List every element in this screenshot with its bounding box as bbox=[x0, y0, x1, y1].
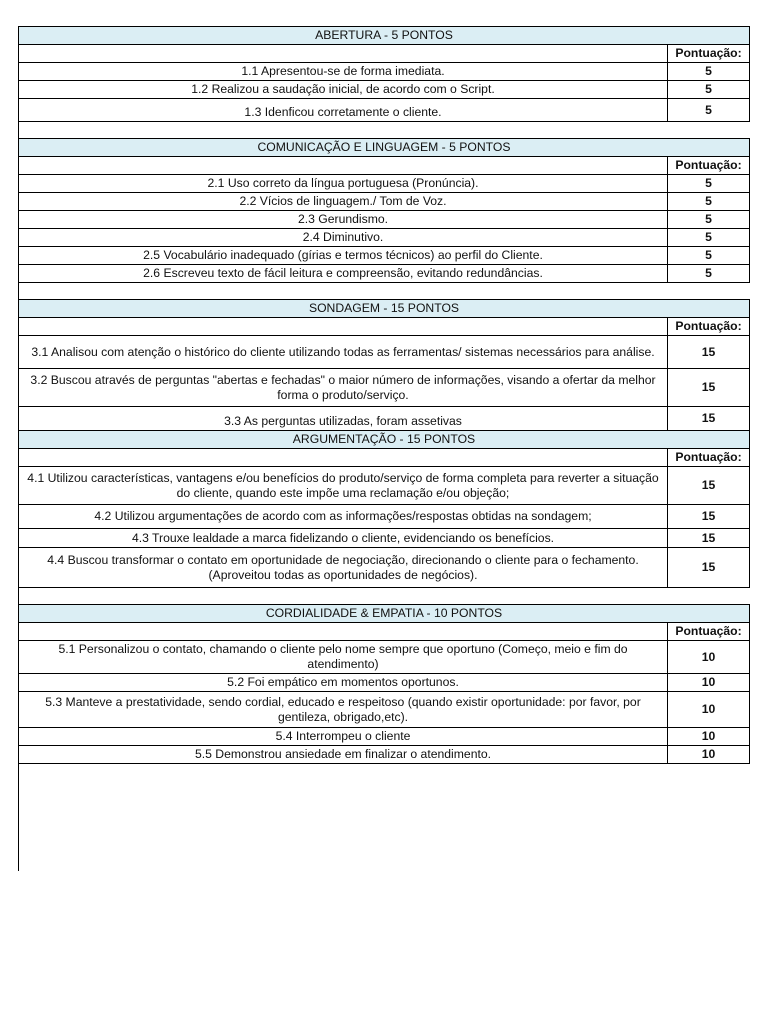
criterion-score: 10 bbox=[668, 728, 750, 746]
criterion-text: 2.5 Vocabulário inadequado (gírias e termos técnicos) ao perfil do Cliente. bbox=[19, 247, 668, 265]
criterion-score: 10 bbox=[668, 641, 750, 674]
table-row bbox=[19, 641, 750, 674]
criterion-text: 5.2 Foi empático em momentos oportunos. bbox=[19, 674, 668, 692]
criterion-score: 5 bbox=[668, 193, 750, 211]
criterion-text: 2.2 Vícios de linguagem./ Tom de Voz. bbox=[19, 193, 668, 211]
table-row bbox=[19, 746, 750, 764]
table-row bbox=[19, 467, 750, 505]
section-header bbox=[19, 27, 750, 45]
criterion-score: 5 bbox=[668, 211, 750, 229]
section-header bbox=[19, 300, 750, 318]
criterion-score: 15 bbox=[668, 369, 750, 407]
criterion-score: 15 bbox=[668, 505, 750, 529]
criterion-score: 5 bbox=[668, 81, 750, 99]
score-column-header-row bbox=[19, 45, 750, 63]
table-row bbox=[19, 247, 750, 265]
table-row bbox=[19, 548, 750, 588]
criterion-score: 5 bbox=[668, 99, 750, 122]
criterion-text: 4.1 Utilizou características, vantagens e/ou benefícios do produto/serviço de forma completa para reverter a situação do cliente, quando este impõe uma reclamação e/ou objeção; bbox=[19, 467, 668, 505]
table-row bbox=[19, 728, 750, 746]
criterion-text: 4.2 Utilizou argumentações de acordo com as informações/respostas obtidas na sondagem; bbox=[19, 505, 668, 529]
table-row bbox=[19, 407, 750, 431]
table-row bbox=[19, 674, 750, 692]
criterion-text: 3.2 Buscou através de perguntas "abertas e fechadas" o maior número de informações, visando a ofertar da melhor forma o produto/serviço. bbox=[19, 369, 668, 407]
criterion-text: 2.1 Uso correto da língua portuguesa (Pronúncia). bbox=[19, 175, 668, 193]
criterion-score: 15 bbox=[668, 467, 750, 505]
section-title: COMUNICAÇÃO E LINGUAGEM - 5 PONTOS bbox=[19, 139, 750, 157]
section-title: ARGUMENTAÇÃO - 15 PONTOS bbox=[19, 431, 750, 449]
criterion-score: 15 bbox=[668, 407, 750, 431]
criterion-text: 1.1 Apresentou-se de forma imediata. bbox=[19, 63, 668, 81]
table-row bbox=[19, 193, 750, 211]
criterion-text: 2.4 Diminutivo. bbox=[19, 229, 668, 247]
score-column-header: Pontuação: bbox=[668, 449, 750, 467]
table-row bbox=[19, 63, 750, 81]
criterion-score: 10 bbox=[668, 674, 750, 692]
score-column-header: Pontuação: bbox=[668, 45, 750, 63]
section-header bbox=[19, 605, 750, 623]
criterion-score: 5 bbox=[668, 63, 750, 81]
table-row bbox=[19, 369, 750, 407]
criterion-text: 5.5 Demonstrou ansiedade em finalizar o atendimento. bbox=[19, 746, 668, 764]
table-row bbox=[19, 505, 750, 529]
criterion-text: 4.4 Buscou transformar o contato em oportunidade de negociação, direcionando o cliente para o fechamento. (Aproveitou todas as oportunidades de negócios). bbox=[19, 548, 668, 588]
criterion-text: 4.3 Trouxe lealdade a marca fidelizando o cliente, evidenciando os benefícios. bbox=[19, 529, 668, 548]
criterion-score: 10 bbox=[668, 746, 750, 764]
criterion-score: 5 bbox=[668, 247, 750, 265]
score-column-header-row bbox=[19, 318, 750, 336]
criterion-text: 3.1 Analisou com atenção o histórico do cliente utilizando todas as ferramentas/ sistemas necessários para análise. bbox=[19, 336, 668, 369]
score-column-header: Pontuação: bbox=[668, 318, 750, 336]
score-column-header-row bbox=[19, 623, 750, 641]
criterion-text: 5.4 Interrompeu o cliente bbox=[19, 728, 668, 746]
criterion-text: 1.2 Realizou a saudação inicial, de acordo com o Script. bbox=[19, 81, 668, 99]
score-column-header-row bbox=[19, 157, 750, 175]
score-column-header-row bbox=[19, 449, 750, 467]
criterion-score: 5 bbox=[668, 175, 750, 193]
criterion-text: 5.3 Manteve a prestatividade, sendo cordial, educado e respeitoso (quando existir oportunidade: por favor, por gentileza, obrigado,etc). bbox=[19, 692, 668, 728]
criterion-score: 5 bbox=[668, 229, 750, 247]
table-row bbox=[19, 529, 750, 548]
table-row bbox=[19, 229, 750, 247]
table-row bbox=[19, 99, 750, 122]
score-column-header: Pontuação: bbox=[668, 157, 750, 175]
table-row bbox=[19, 211, 750, 229]
section-title: ABERTURA - 5 PONTOS bbox=[19, 27, 750, 45]
evaluation-table bbox=[18, 26, 750, 764]
section-title: SONDAGEM - 15 PONTOS bbox=[19, 300, 750, 318]
criterion-text: 3.3 As perguntas utilizadas, foram assetivas bbox=[19, 407, 668, 431]
criterion-text: 5.1 Personalizou o contato, chamando o cliente pelo nome sempre que oportuno (Começo, meio e fim do atendimento) bbox=[19, 641, 668, 674]
criterion-text: 1.3 Idenficou corretamente o cliente. bbox=[19, 99, 668, 122]
criterion-score: 15 bbox=[668, 529, 750, 548]
section-title: CORDIALIDADE & EMPATIA - 10 PONTOS bbox=[19, 605, 750, 623]
table-row bbox=[19, 175, 750, 193]
table-row bbox=[19, 692, 750, 728]
score-column-header: Pontuação: bbox=[668, 623, 750, 641]
criterion-score: 15 bbox=[668, 548, 750, 588]
criterion-score: 10 bbox=[668, 692, 750, 728]
criterion-score: 15 bbox=[668, 336, 750, 369]
evaluation-sheet bbox=[18, 26, 750, 764]
criterion-score: 5 bbox=[668, 265, 750, 283]
section-header bbox=[19, 431, 750, 449]
table-row bbox=[19, 81, 750, 99]
section-header bbox=[19, 139, 750, 157]
criterion-text: 2.6 Escreveu texto de fácil leitura e compreensão, evitando redundâncias. bbox=[19, 265, 668, 283]
table-row bbox=[19, 336, 750, 369]
criterion-text: 2.3 Gerundismo. bbox=[19, 211, 668, 229]
table-row bbox=[19, 265, 750, 283]
